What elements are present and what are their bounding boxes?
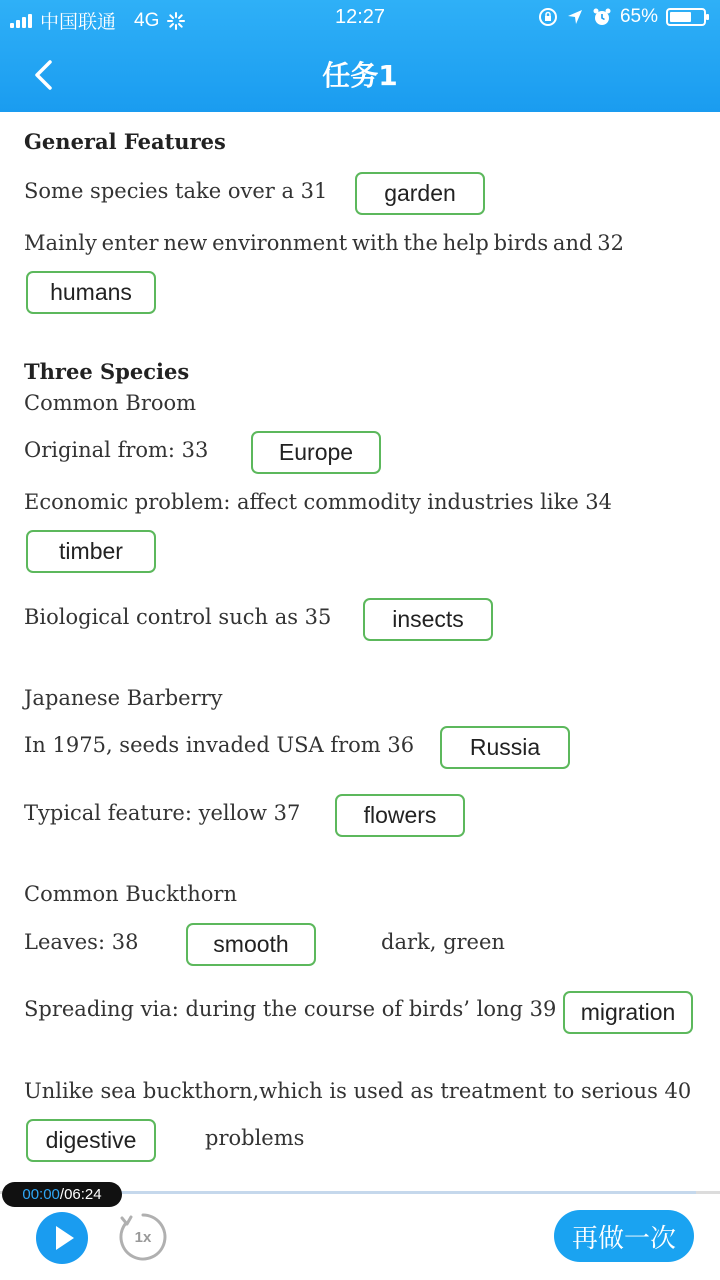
status-time: 12:27 [334,6,386,28]
word: new [163,231,208,255]
play-button[interactable] [36,1212,88,1264]
audio-progress-bar [110,1191,696,1194]
word: enter [101,231,159,255]
audio-time-display [2,1182,122,1207]
section-heading-general-features: General Features [24,129,226,154]
page-title: 任务1 [322,59,398,92]
battery-icon [666,8,706,26]
question-37-text: Typical feature: yellow 37 [24,801,301,825]
word: industries [427,490,534,514]
word: like [540,490,579,514]
alarm-icon [592,7,612,27]
answer-40-field[interactable]: digestive [26,1119,156,1162]
answer-37-field[interactable]: flowers [335,794,465,837]
word: and [552,231,593,255]
status-bar [0,0,720,36]
task-content [0,112,720,1180]
question-35-text: Biological control such as 35 [24,605,332,629]
answer-34-field[interactable]: timber [26,530,156,573]
word: the [403,231,438,255]
word: affect [236,490,298,514]
nav-bar [0,44,720,104]
question-32-text [24,230,624,256]
location-icon [566,8,584,26]
word: Economic [24,490,129,514]
question-36-text: In 1975, seeds invaded USA from 36 [24,733,415,757]
question-38-after-text: dark, green [381,930,505,954]
word: problem: [134,490,231,514]
species-title-common-buckthorn: Common Buckthorn [24,882,237,906]
question-31-text: Some species take over a 31 [24,179,328,203]
answer-33-field[interactable]: Europe [251,431,381,474]
question-34-text [24,489,612,515]
word: with [352,231,399,255]
word: Mainly [24,231,97,255]
answer-36-field[interactable]: Russia [440,726,570,769]
answer-39-field[interactable]: migration [563,991,693,1034]
word: environment [212,231,348,255]
question-39-text: Spreading via: during the course of birds’ long 39 [24,997,557,1021]
answer-31-field[interactable]: garden [355,172,485,215]
redo-button[interactable]: 再做一次 [554,1210,694,1262]
word: help [442,231,489,255]
orientation-lock-icon [538,7,558,27]
question-38-text: Leaves: 38 [24,930,139,954]
app-header [0,0,720,112]
network-type: 4G [134,9,160,31]
word: birds [493,231,549,255]
section-heading-three-species: Three Species [24,359,190,384]
battery-percent: 65% [619,6,658,27]
audio-current-time: 00:00 [22,1186,60,1203]
species-title-japanese-barberry: Japanese Barberry [24,686,223,710]
answer-32-field[interactable]: humans [26,271,156,314]
playback-speed-label: 1x [134,1228,152,1246]
answer-38-field[interactable]: smooth [186,923,316,966]
word: commodity [303,490,421,514]
word: 32 [597,231,624,255]
answer-35-field[interactable]: insects [363,598,493,641]
carrier-name: 中国联通 [40,12,117,33]
word: 34 [585,490,612,514]
species-title-common-broom: Common Broom [24,391,197,415]
question-40-text: Unlike sea buckthorn,which is used as treatment to serious 40 [24,1079,692,1103]
audio-total-time: /06:24 [59,1186,102,1203]
question-40-after-text: problems [205,1126,305,1150]
playback-speed-button[interactable] [118,1212,168,1262]
question-33-text: Original from: 33 [24,438,209,462]
